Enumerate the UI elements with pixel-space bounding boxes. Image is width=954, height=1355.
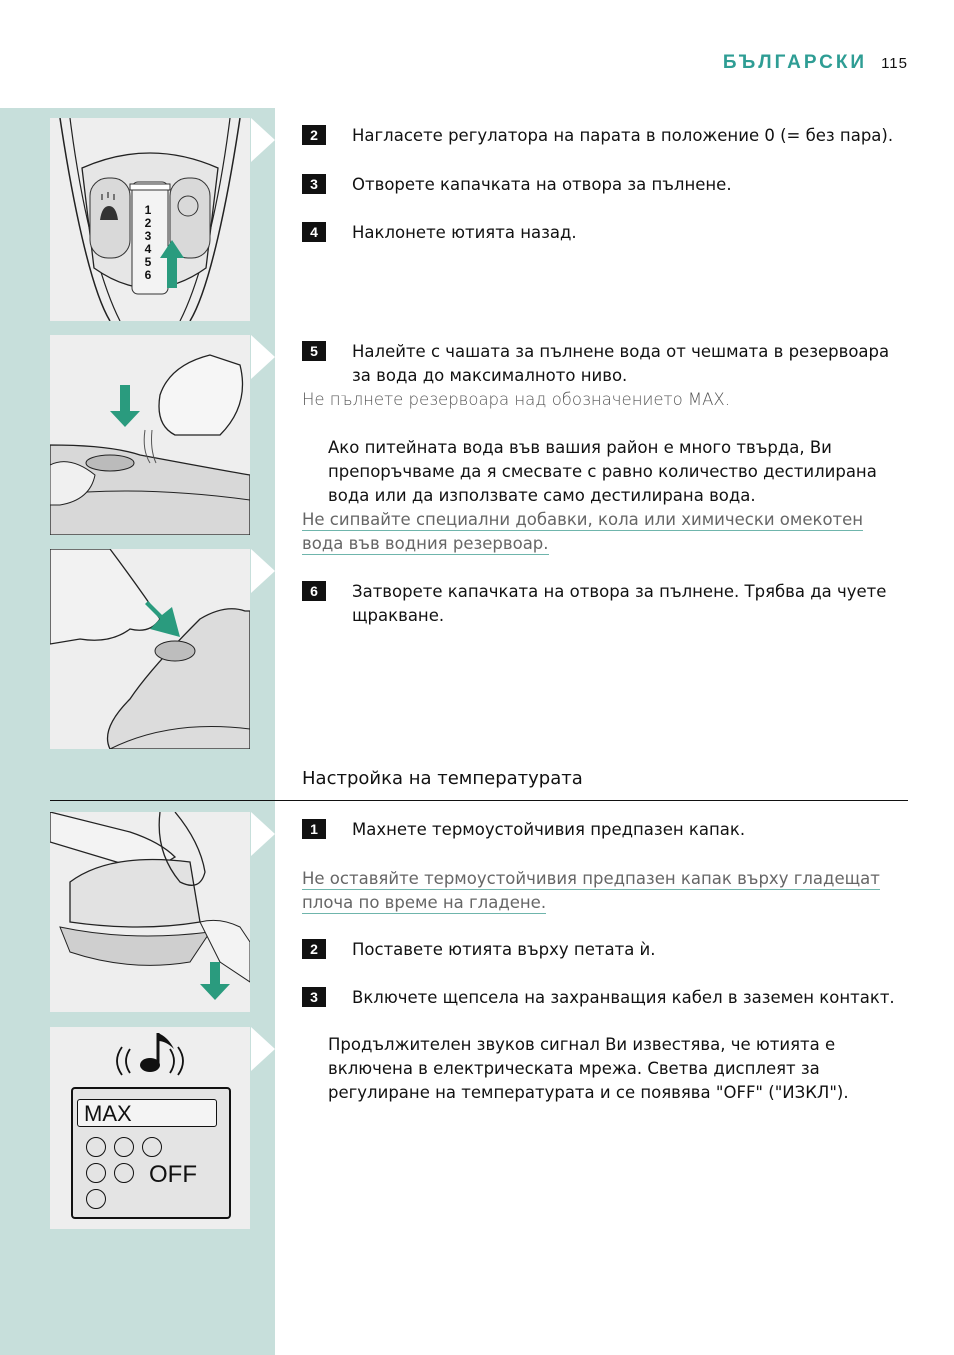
step-number: 6 (302, 581, 326, 601)
dial-number: 3 (144, 229, 152, 243)
remove-cover-illustration (50, 812, 250, 1012)
step-5 (302, 340, 912, 388)
step-number: 2 (302, 939, 326, 959)
display-max-label: MAX (77, 1099, 217, 1127)
filling-water-illustration (50, 335, 250, 535)
panel-notch (251, 549, 275, 593)
beep-note: Продължителен звуков сигнал Ви известява, че ютията е включена в електрическата мрежа. Светва дисплеят за регулиране на температурата и се появява "OFF" ("ИЗКЛ"). (328, 1035, 849, 1102)
cover-warning (302, 867, 892, 915)
display-indicator (86, 1163, 106, 1183)
cover-warning-text: Не оставяйте термоустойчивия предпазен капак върху гладещат плоча по време на гладене. (302, 869, 880, 912)
step-text: Отворете капачката на отвора за пълнене. (352, 175, 732, 194)
page-number: 115 (881, 55, 908, 72)
dial-number: 5 (144, 255, 152, 269)
temp-step-3 (302, 986, 895, 1010)
step-number: 5 (302, 341, 326, 361)
step-2 (302, 124, 893, 148)
step-text: Махнете термоустойчивия предпазен капак. (352, 820, 746, 839)
step-number: 3 (302, 174, 326, 194)
step-text: Поставете ютията върху петата ѝ. (352, 940, 656, 959)
panel-notch (251, 1027, 275, 1071)
display-indicator (86, 1189, 106, 1209)
step-number: 3 (302, 987, 326, 1007)
section-divider (50, 800, 908, 801)
step-text: Затворете капачката на отвора за пълнене. Трябва да чуете щракване. (352, 582, 887, 625)
display-off-label: OFF (149, 1161, 197, 1188)
dial-number: 4 (144, 242, 152, 256)
steam-dial-illustration (50, 118, 250, 321)
filling-water-drawing (50, 335, 250, 535)
display-indicator (142, 1137, 162, 1157)
remove-cover-drawing (50, 812, 250, 1012)
step-text: Включете щепсела на захранващия кабел в заземен контакт. (352, 988, 895, 1007)
closing-cap-illustration (50, 549, 250, 749)
temperature-display (71, 1087, 231, 1219)
panel-notch (251, 335, 275, 379)
step-3 (302, 173, 732, 197)
step-6 (302, 580, 912, 628)
closing-cap-drawing (50, 549, 250, 749)
dial-number: 2 (144, 216, 152, 230)
display-indicator (86, 1137, 106, 1157)
step-number: 2 (302, 125, 326, 145)
temp-step-1 (302, 818, 745, 842)
panel-notch (251, 812, 275, 856)
section-title: Настройка на температурата (302, 768, 583, 789)
step-text: Налейте с чашата за пълнене вода от чешмата в резервоара за вода до максималното ниво. (352, 342, 890, 385)
language-label: БЪЛГАРСКИ (722, 52, 868, 73)
dial-scale (141, 204, 155, 282)
max-note: Не пълнете резервоара над обозначението MAX. (302, 390, 730, 409)
display-indicator (114, 1137, 134, 1157)
additives-warning (302, 508, 882, 556)
panel-notch (251, 118, 275, 162)
page-header (723, 52, 908, 74)
dial-number: 1 (144, 203, 152, 217)
step-number: 1 (302, 819, 326, 839)
step-text: Нагласете регулатора на парата в положение 0 (= без пара). (352, 126, 894, 145)
temp-step-2 (302, 938, 656, 962)
music-note-icon (50, 1027, 250, 1087)
step-text: Наклонете ютията назад. (352, 223, 577, 242)
hard-water-tip: Ако питейната вода във вашия район е много твърда, Ви препоръчваме да я смесвате с равно количество дестилирана вода или да използвате само дестилирана вода. (328, 438, 877, 505)
step-number: 4 (302, 222, 326, 242)
display-illustration (50, 1027, 250, 1229)
additives-warning-text: Не сипвайте специални добавки, кола или химически омекотен вода във водния резервоар. (302, 510, 864, 553)
dial-number: 6 (144, 268, 152, 282)
display-indicator (114, 1163, 134, 1183)
step-4 (302, 221, 577, 245)
